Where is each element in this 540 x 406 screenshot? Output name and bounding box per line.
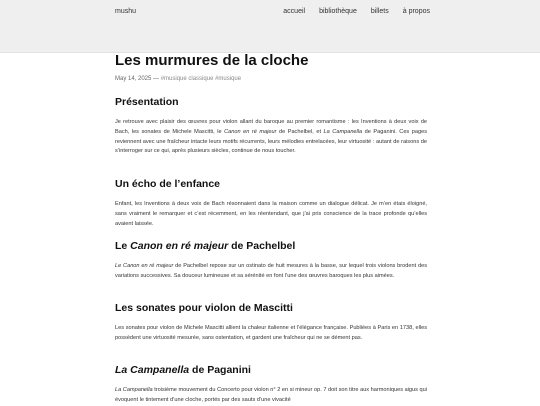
text-segment: Je retrouve avec plaisir des œuvres pour violon allant du baroque au premier romantisme : les Inventions à deux voix de Bach, les sonates de Michele Mascitti, le bbox=[115, 119, 427, 135]
text-segment: de Paganini. Ces pages reviennent avec une fraîcheur intacte leurs motifs récurrents, leurs mélodies entrelacées, leur virtuosité : autant de raisons de s’interroger sur ce qui, après plusieurs siècles, continue de nous toucher. bbox=[115, 128, 427, 155]
site-header bbox=[0, 0, 540, 53]
tag-link-musique[interactable]: #musique bbox=[215, 76, 242, 82]
heading-segment: de Paganini bbox=[189, 364, 251, 376]
post-date: May 14, 2025 bbox=[115, 76, 152, 82]
heading-presentation: Présentation bbox=[115, 96, 179, 108]
heading-segment-italic: Canon en ré majeur bbox=[130, 240, 229, 252]
heading-segment: de Pachelbel bbox=[228, 240, 296, 252]
paragraph-canon bbox=[115, 262, 427, 282]
nav-link-a-propos[interactable]: à propos bbox=[402, 8, 430, 15]
heading-echo: Un écho de l’enfance bbox=[115, 178, 221, 190]
text-segment: de Pachelbel repose sur un ostinato de huit mesures à la basse, sur lequel trois violons brodent des variations successives. Sa douceur lumineuse et sa sérénité en font l’une des œuvres baroques les plus aimées. bbox=[115, 263, 427, 279]
nav-link-billets[interactable]: billets bbox=[370, 8, 389, 15]
nav-link-bibliotheque[interactable]: bibliothèque bbox=[319, 8, 357, 15]
text-segment: troisième mouvement du Concerto pour violon n° 2 en si mineur op. 7 doit son titre aux harmoniques aigus qui évoquent le tintement d’une cloche, portés par des sauts d’une vivacité bbox=[115, 387, 427, 403]
heading-segment: Le bbox=[115, 240, 131, 252]
tag-link-musique-classique[interactable]: #musique classique bbox=[160, 76, 214, 82]
heading-segment-italic: La Campanella bbox=[115, 364, 190, 376]
text-segment-italic: La Campanella bbox=[323, 128, 363, 135]
text-segment-italic: La Campanella bbox=[115, 387, 153, 393]
heading-canon bbox=[115, 240, 295, 252]
paragraph-presentation bbox=[115, 118, 427, 157]
text-segment-italic: Canon en ré majeur bbox=[224, 128, 277, 135]
heading-campanella bbox=[115, 364, 251, 376]
site-title-link[interactable]: mushu bbox=[115, 8, 137, 15]
post-title: Les murmures de la cloche bbox=[115, 52, 309, 69]
meta-separator: — bbox=[153, 76, 160, 82]
paragraph-campanella bbox=[115, 386, 427, 406]
main-nav bbox=[283, 8, 430, 15]
nav-link-accueil[interactable]: accueil bbox=[283, 8, 306, 15]
text-segment-italic: Le Canon en ré majeur bbox=[115, 263, 174, 269]
heading-mascitti: Les sonates pour violon de Mascitti bbox=[115, 302, 293, 314]
post-meta bbox=[115, 76, 241, 82]
text-segment: de Pachelbel, et bbox=[276, 128, 324, 135]
paragraph-echo: Enfant, les Inventions à deux voix de Bach résonnaient dans la maison comme un dialogue délicat. Je m’en étais éloigné, sans vraiment le remarquer et c’est récemment, en les réentendant, que j’ai pris conscience de la trace profonde qu’elles avaient laissée. bbox=[115, 201, 427, 227]
paragraph-mascitti: Les sonates pour violon de Michele Mascitti allient la chaleur italienne et l’élégance française. Publiées à Paris en 1738, elles possèdent une virtuosité mesurée, sans ostentation, et gardent une fraîcheur qui ne se dément pas. bbox=[115, 325, 427, 341]
